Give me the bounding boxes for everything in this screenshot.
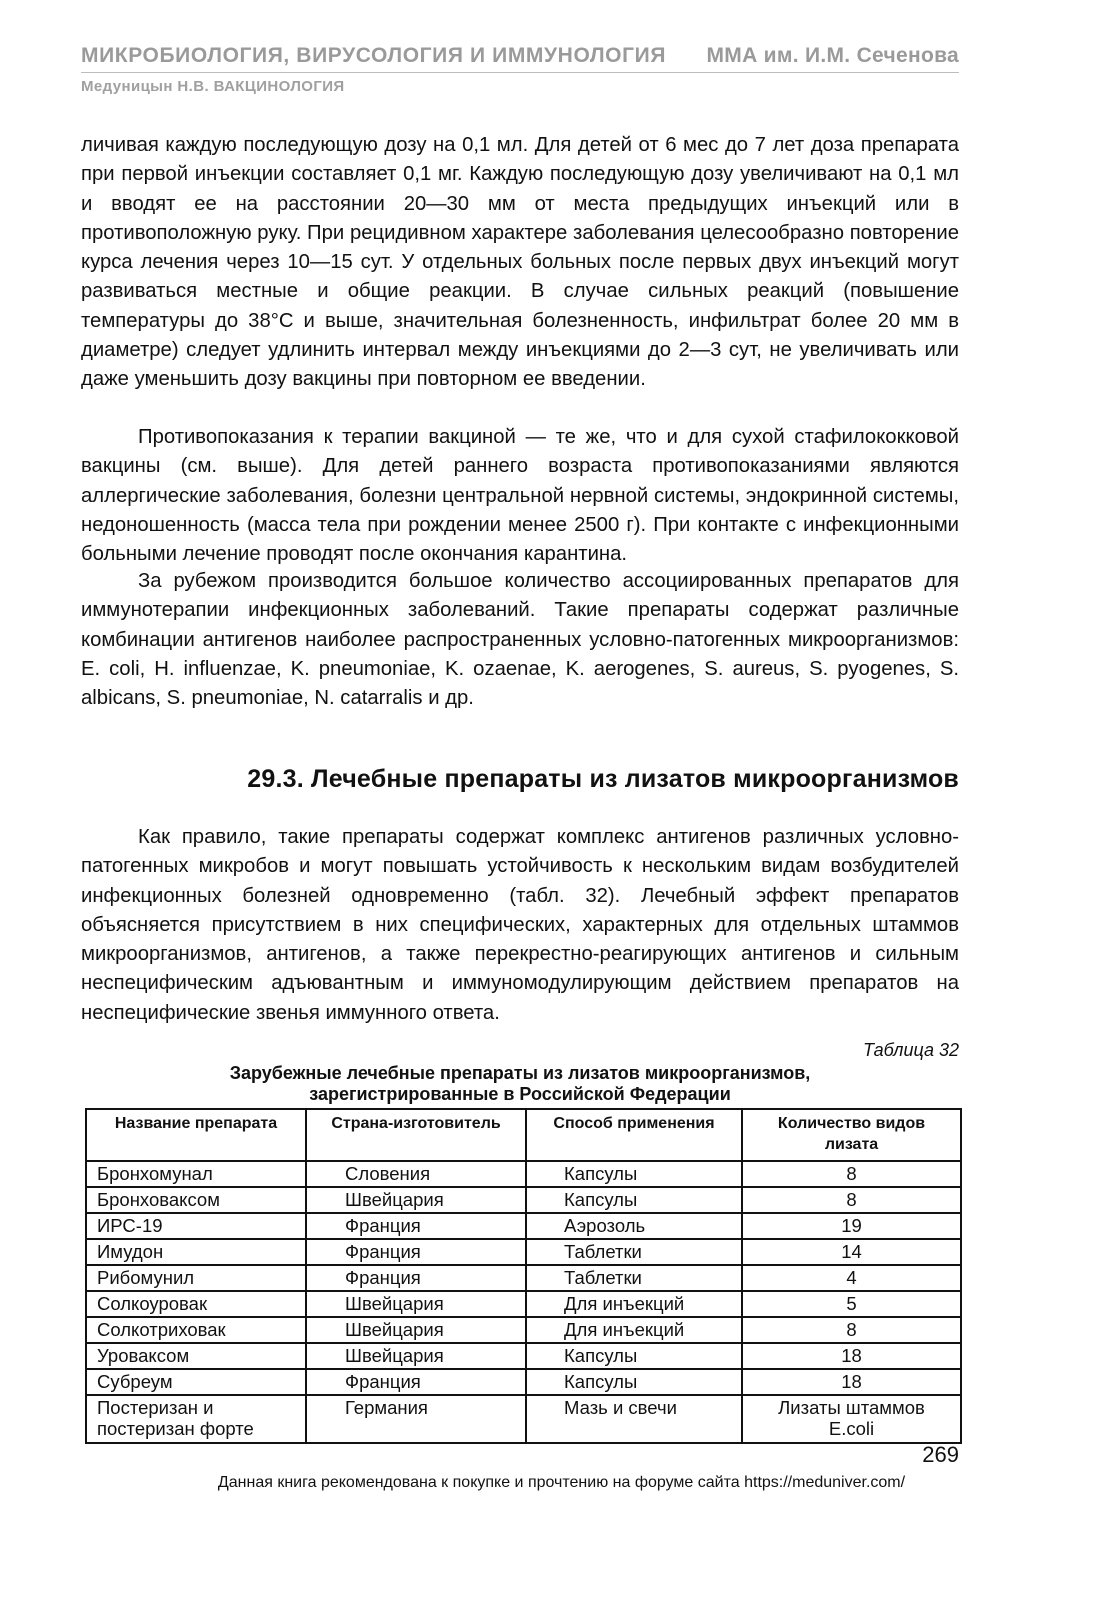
cell-name: Субреум [86, 1369, 306, 1395]
cell-count: 4 [742, 1265, 961, 1291]
table-row [86, 1395, 961, 1443]
cell-method: Для инъекций [526, 1291, 742, 1317]
table-row [86, 1213, 961, 1239]
cell-name: Бронховаксом [86, 1187, 306, 1213]
paragraph-foreign-preparations: За рубежом производится большое количество ассоциированных препаратов для иммунотерапии инфекционных заболеваний. Такие препараты содержат различные комбинации антигенов наиболее распространенных условно-патогенных микроорганизмов: E. coli, H. influenzae, K. pneumoniae, K. ozaenae, K. aerogenes, S. aureus, S. pyogenes, S. albicans, S. pneumoniae, N. catarralis и др. [81, 570, 959, 710]
cell-method: Таблетки [526, 1239, 742, 1265]
header-divider [81, 72, 959, 73]
cell-country: Словения [306, 1161, 526, 1187]
table-caption-line-2: зарегистрированные в Российской Федерации [309, 1084, 731, 1104]
cell-name: Бронхомунал [86, 1161, 306, 1187]
cell-name: Уроваксом [86, 1343, 306, 1369]
header-cell-country: Страна-изготовитель [306, 1109, 526, 1161]
cell-count: 8 [742, 1187, 961, 1213]
cell-method: Таблетки [526, 1265, 742, 1291]
cell-name: Постеризан и постеризан форте [86, 1395, 306, 1443]
cell-country: Франция [306, 1369, 526, 1395]
paragraph-continuation: личивая каждую последующую дозу на 0,1 мл. Для детей от 6 мес до 7 лет доза препарата при первой инъекции составляет 0,1 мг. Каждую последующую дозу увеличивают на 0,1 мл и вводят ее на расстоянии 20—30 мм от места предыдущих инъекций или в противоположную руку. При рецидивном характере заболевания целесообразно повторение курса лечения через 10—15 сут. У отдельных больных после первых двух инъекций могут развиваться местные и общие реакции. В случае сильных реакций (повышение температуры до 38°С и выше, значительная болезненность, инфильтрат более 20 мм в диаметре) следует удлинить интервал между инъекциями до 2—3 сут, не увеличивать или даже уменьшить дозу вакцины при повторном ее введении. [81, 134, 959, 391]
table-caption-line-1: Зарубежные лечебные препараты из лизатов микроорганизмов, [229, 1063, 811, 1083]
cell-country: Франция [306, 1265, 526, 1291]
cell-name: Солкоуровак [86, 1291, 306, 1317]
cell-count: 14 [742, 1239, 961, 1265]
running-header-title: МИКРОБИОЛОГИЯ, ВИРУСОЛОГИЯ И ИММУНОЛОГИЯ [81, 44, 667, 67]
cell-name: Имудон [86, 1239, 306, 1265]
cell-count: 8 [742, 1161, 961, 1187]
header-cell-method: Способ применения [526, 1109, 742, 1161]
cell-method: Капсулы [526, 1369, 742, 1395]
page-number: 269 [922, 1442, 959, 1467]
cell-count: 18 [742, 1343, 961, 1369]
cell-method: Капсулы [526, 1187, 742, 1213]
paragraph-lysates-intro: Как правило, такие препараты содержат комплекс антигенов различных условно-патогенных микробов и могут повышать устойчивость к нескольким видам возбудителей инфекционных болезней одновременно (табл. 32). Лечебный эффект препаратов объясняется присутствием в них специфических, характерных для отдельных штаммов микроорганизмов, антигенов, а также перекрестно-реагирующих антигенов и сильным неспецифическим адъювантным и иммуномодулирующим действием препаратов на неспецифические звенья иммунного ответа. [81, 826, 959, 1024]
cell-country: Швейцария [306, 1291, 526, 1317]
header-cell-name: Название препарата [86, 1109, 306, 1161]
table-row [86, 1265, 961, 1291]
cell-country: Франция [306, 1213, 526, 1239]
cell-count: 5 [742, 1291, 961, 1317]
table-row [86, 1317, 961, 1343]
footer-note [0, 1474, 1105, 1492]
cell-country: Германия [306, 1395, 526, 1443]
cell-count: 18 [742, 1369, 961, 1395]
header-cell-count: Количество видов лизата [742, 1109, 961, 1161]
running-header-institution: ММА им. И.М. Сеченова [706, 44, 959, 67]
cell-count: Лизаты штаммов E.coli [742, 1395, 961, 1443]
footer-text: Данная книга рекомендована к покупке и прочтению на форуме сайта https://meduniver.com/ [217, 1474, 906, 1491]
cell-method: Мазь и свечи [526, 1395, 742, 1443]
cell-method: Капсулы [526, 1161, 742, 1187]
cell-country: Швейцария [306, 1343, 526, 1369]
cell-count: 8 [742, 1317, 961, 1343]
running-header [81, 44, 959, 68]
table-row [86, 1369, 961, 1395]
table-caption [81, 1063, 959, 1105]
paragraph-contraindications: Противопоказания к терапии вакциной — те же, что и для сухой стафилококковой вакцины (см. выше). Для детей раннего возраста противопоказаниями являются аллергические заболевания, болезни центральной нервной системы, эндокринной системы, недоношенность (масса тела при рождении менее 2500 г). При контакте с инфекционными больными лечение проводят после окончания карантина. [81, 426, 959, 566]
section-heading: 29.3. Лечебные препараты из лизатов микроорганизмов [247, 765, 959, 793]
cell-method: Для инъекций [526, 1317, 742, 1343]
preparations-table [85, 1108, 962, 1444]
cell-country: Швейцария [306, 1317, 526, 1343]
cell-country: Франция [306, 1239, 526, 1265]
table-label: Таблица 32 [862, 1040, 959, 1060]
cell-method: Капсулы [526, 1343, 742, 1369]
cell-name: Рибомунил [86, 1265, 306, 1291]
running-header-book: Медуницын Н.В. ВАКЦИНОЛОГИЯ [81, 78, 345, 95]
cell-name: Солкотриховак [86, 1317, 306, 1343]
cell-method: Аэрозоль [526, 1213, 742, 1239]
cell-country: Швейцария [306, 1187, 526, 1213]
table-row [86, 1291, 961, 1317]
table-row [86, 1239, 961, 1265]
cell-name: ИРС-19 [86, 1213, 306, 1239]
table-row [86, 1187, 961, 1213]
table-header-row [86, 1109, 961, 1161]
table-row [86, 1161, 961, 1187]
cell-count: 19 [742, 1213, 961, 1239]
table-row [86, 1343, 961, 1369]
